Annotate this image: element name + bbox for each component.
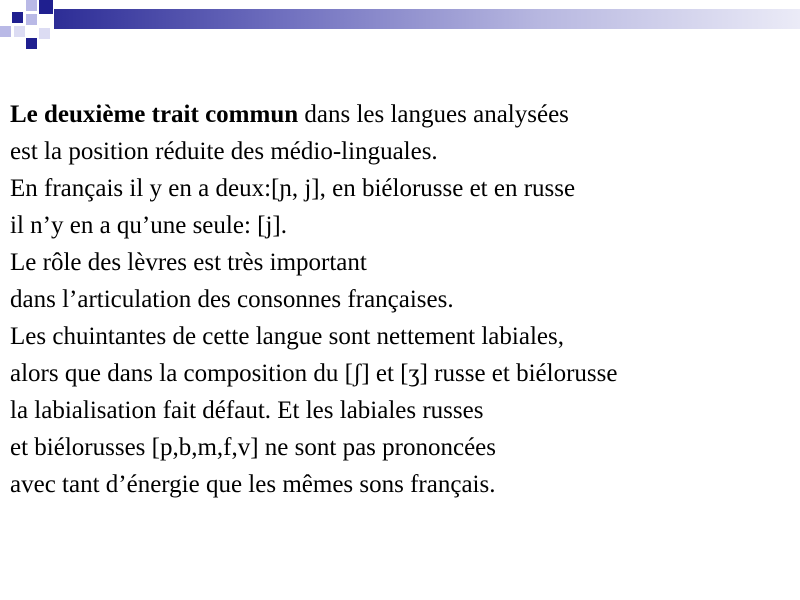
decor-square-light — [0, 26, 11, 37]
decor-square-dark — [12, 12, 23, 23]
text-line: En français il y en a deux:[ɲ, j], en biélorusse et en russe — [10, 175, 576, 202]
decor-square-pale — [39, 28, 50, 39]
decor-square-pale — [14, 26, 25, 37]
text-line: il n’y en a qu’une seule: [j]. — [10, 212, 287, 239]
text-line: et biélorusses [p,b,m,f,v] ne sont pas prononcées — [10, 434, 496, 461]
text-line: Le rôle des lèvres est très important — [10, 249, 367, 276]
decor-square-light — [26, 14, 37, 25]
header-decoration — [0, 0, 800, 60]
text-line: alors que dans la composition du [ʃ] et [ʒ] russe et biélorusse — [10, 360, 618, 387]
text-line: avec tant d’énergie que les mêmes sons français. — [10, 471, 496, 498]
header-gradient-bar — [54, 9, 800, 29]
text-line: dans l’articulation des consonnes françaises. — [10, 286, 454, 313]
text-line: Les chuintantes de cette langue sont nettement labiales, — [10, 323, 564, 350]
line-text: dans les langues analysées — [298, 101, 569, 128]
emphasis-text: Le deuxième trait commun — [10, 101, 299, 128]
decor-square-dark — [26, 38, 37, 49]
text-line: la labialisation fait défaut. Et les labiales russes — [10, 397, 484, 424]
text-line: est la position réduite des médio-linguales. — [10, 138, 438, 165]
text-line — [10, 96, 790, 133]
decor-square-dark — [39, 0, 53, 14]
slide-body — [10, 96, 790, 503]
decor-square-light — [26, 0, 37, 11]
